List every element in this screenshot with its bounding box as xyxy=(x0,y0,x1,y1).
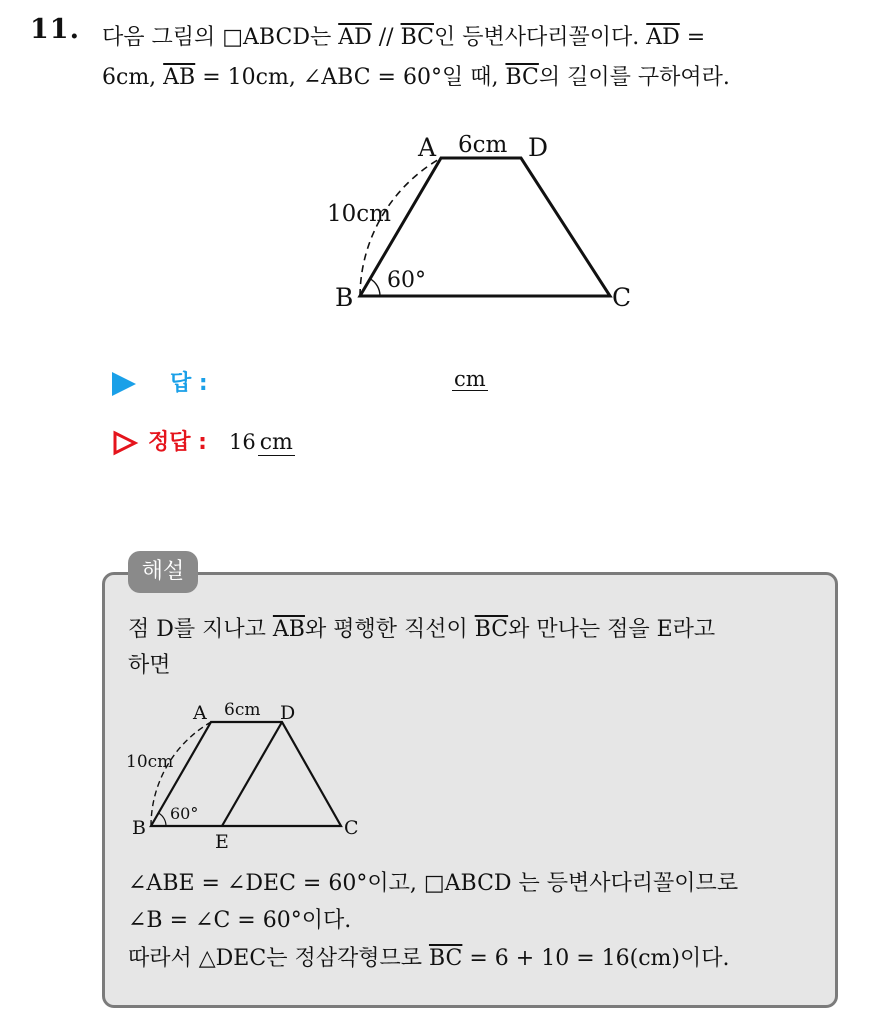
solution-tag: 해설 xyxy=(128,551,198,593)
angle-arc xyxy=(159,813,167,826)
vertex-label-b: B xyxy=(335,283,354,312)
vertex-label-b: B xyxy=(132,817,146,839)
segment-label: $\overline{AB}$ xyxy=(163,65,196,90)
solution-line-5 xyxy=(128,941,729,972)
question-text: 인 등변사다리꼴이다. xyxy=(433,25,647,50)
side-length-label: 10cm xyxy=(327,201,391,227)
segment-label: $\overline{AD}$ xyxy=(338,25,372,50)
top-length-label: 6cm xyxy=(224,700,261,720)
answer-input-field[interactable]: cm xyxy=(454,367,486,391)
solution-line-4: ∠B = ∠C = 60°이다. xyxy=(128,908,352,933)
correct-answer-unit: cm xyxy=(259,430,293,455)
angle-label: 60° xyxy=(170,804,199,823)
vertex-label-e: E xyxy=(215,831,229,853)
segment-label: $\overline{BC}$ xyxy=(400,25,434,50)
solution-text: = 6 + 10 = 16(cm)이다. xyxy=(462,946,730,971)
solution-text: 점 D를 지나고 xyxy=(128,617,273,642)
vertex-label-a: A xyxy=(418,133,437,162)
question-text: 의 길이를 구하여라. xyxy=(538,65,730,90)
vertex-label-d: D xyxy=(528,133,549,162)
angle-label: 60° xyxy=(387,268,426,293)
question-text: = 10cm, ∠ABC = 60°일 때, xyxy=(195,65,506,90)
parallel-line-de xyxy=(222,722,282,826)
solution-line-2: 하면 xyxy=(128,653,171,678)
question-text: // xyxy=(371,25,401,50)
solution-text: 와 만나는 점을 E라고 xyxy=(508,617,716,642)
answer-label: 답 : xyxy=(170,371,208,396)
vertex-label-a: A xyxy=(193,702,207,724)
side-length-label: 10cm xyxy=(126,752,174,772)
vertex-label-c: C xyxy=(344,817,359,839)
solution-text: 따라서 △DEC는 정삼각형므로 xyxy=(128,946,429,971)
vertex-label-d: D xyxy=(280,702,296,724)
correct-answer-label: 정답 : xyxy=(148,430,207,455)
solution-line-3: ∠ABE = ∠DEC = 60°이고, □ABCD 는 등변사다리꼴이므로 xyxy=(128,871,739,896)
correct-answer-value: 16 xyxy=(228,430,256,454)
segment-label: $\overline{BC}$ xyxy=(505,65,539,90)
question-text: = xyxy=(679,25,706,50)
segment-label: $\overline{BC}$ xyxy=(428,946,463,971)
segment-label: $\overline{BC}$ xyxy=(474,617,509,642)
question-text: 다음 그림의 □ABCD는 xyxy=(102,25,339,50)
top-length-label: 6cm xyxy=(458,132,508,158)
segment-label: $\overline{AB}$ xyxy=(272,617,305,642)
segment-label: $\overline{AD}$ xyxy=(646,25,680,50)
question-number: 11. xyxy=(30,14,80,45)
solution-text: 와 평행한 직선이 xyxy=(304,617,475,642)
vertex-label-c: C xyxy=(612,283,632,312)
question-text: 6cm, xyxy=(102,65,164,90)
